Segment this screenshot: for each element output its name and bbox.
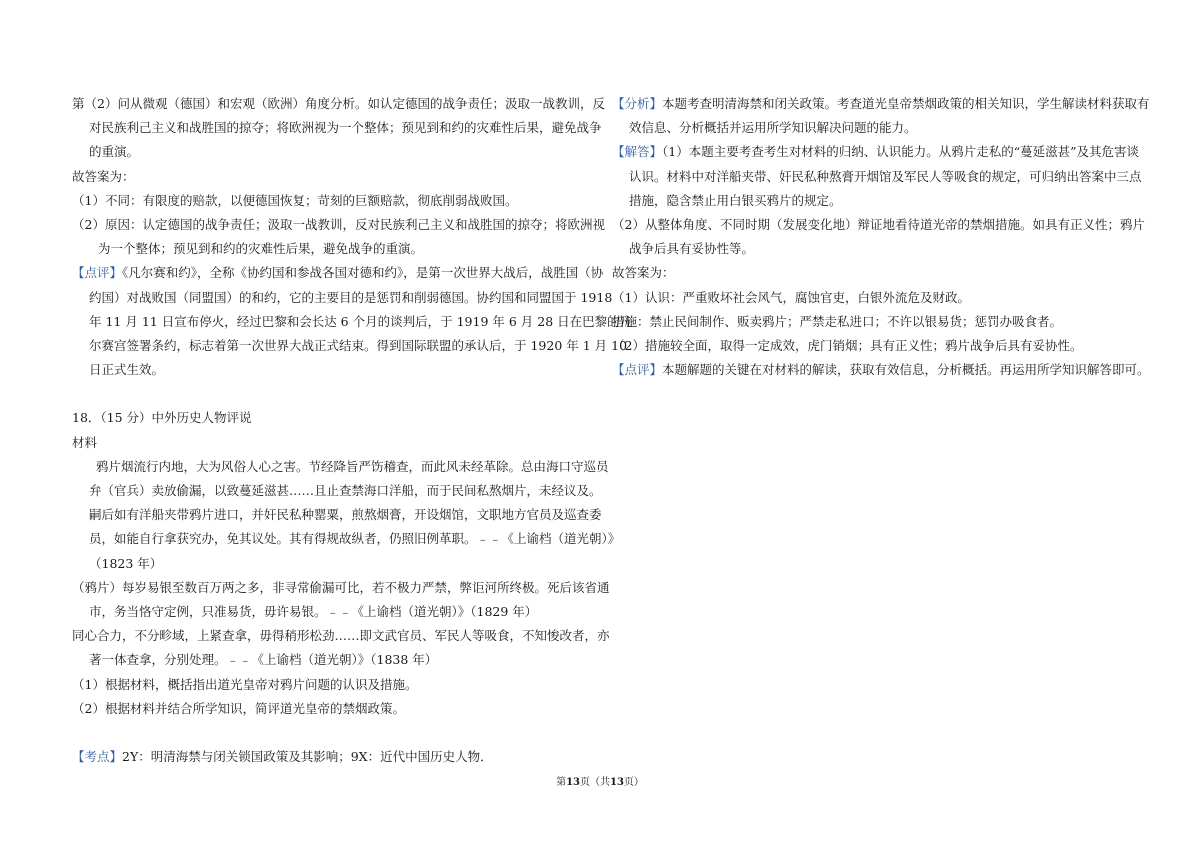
material-2-line: （鸦片）每岁易银至数百万两之多，非寻常偷漏可比，若不极力严禁，弊讵河所终极。死后该省通 — [72, 579, 610, 595]
material-label: 材料 — [72, 434, 98, 450]
question-18-title: 18．（15 分）中外历史人物评说 — [72, 410, 252, 426]
material-1-line: （1823 年） — [89, 555, 163, 571]
material-1-line: 鸦片烟流行内地，大为风俗人心之害。节经降旨严饬稽查，而此风未经革除。总由海口守巡员 — [96, 458, 609, 474]
q2-analysis-line: 第（2）问从微观（德国）和宏观（欧洲）角度分析。如认定德国的战争责任；汲取一战教训，反 — [72, 96, 605, 111]
analysis-line: 【分析】本题考查明清海禁和闭关政策。考查道光皇帝禁烟政策的相关知识，学生解读材料获取有 — [612, 96, 1150, 111]
solution-line: 措施，隐含禁止用白银买鸦片的规定。 — [629, 192, 842, 208]
comment-line: 【点评】本题解题的关键在对材料的解读，获取有效信息，分析概括。再运用所学知识解答即可。 — [612, 362, 1150, 378]
analysis-line: 效信息、分析概括并运用所学知识解决问题的能力。 — [629, 120, 917, 136]
kaodian-tag: 【考点】 — [72, 749, 123, 765]
answer-2-line: （2）原因：认定德国的战争责任；汲取一战教训，反对民族利己主义和战胜国的掠夺；将欧洲视 — [72, 217, 605, 233]
q2-analysis-line: 的重演。 — [89, 144, 140, 160]
answer-1-recognition: （1）认识：严重败坏社会风气，腐蚀官吏，白银外流危及财政。 — [612, 289, 970, 305]
answer-2-line: 为一个整体；预见到和约的灾难性后果，避免战争的重演。 — [98, 241, 424, 257]
material-2-line: 市，务当恪守定例，只准易货，毋许易银。﹣﹣《上谕档（道光朝）》（1829 年） — [89, 604, 538, 620]
material-3-line: 著一体查拿，分别处理。﹣﹣《上谕档（道光朝）》（1838 年） — [89, 652, 438, 668]
material-1-line: 嗣后如有洋船夹带鸦片进口，并奸民私种罂粟，煎熬烟膏，开设烟馆，文职地方官员及巡查委 — [89, 507, 602, 523]
page-number: 13 — [566, 777, 580, 788]
answer-heading: 故答案为： — [72, 168, 135, 184]
answer-heading: 故答案为： — [612, 265, 675, 281]
comment-tag: 【点评】 — [612, 362, 663, 378]
sub-question-2: （2）根据材料并结合所学知识，简评道光皇帝的禁烟政策。 — [72, 700, 405, 716]
page-footer: 第13页（共13页） — [556, 777, 644, 788]
q2-analysis-line: 对民族利己主义和战胜国的掠夺；将欧洲视为一个整体；预见到和约的灾难性后果，避免战争 — [89, 120, 602, 136]
comment-line: 约国）对战败国（同盟国）的和约，它的主要目的是惩罚和削弱德国。协约国和同盟国于 1918 — [89, 289, 613, 305]
kaodian-line: 【考点】2Y：明清海禁与闭关锁国政策及其影响；9X：近代中国历史人物． — [72, 749, 493, 765]
analysis-tag: 【分析】 — [612, 96, 663, 111]
comment-line: 日正式生效。 — [89, 362, 165, 378]
page-total: 13 — [610, 777, 624, 788]
solution-line: 认识。材料中对洋船夹带、奸民私种熬膏开烟馆及军民人等吸食的规定，可归纳出答案中三点 — [629, 168, 1142, 184]
comment-line: 年 11 月 11 日宣布停火，经过巴黎和会长达 6 个月的谈判后，于 1919 年 6 月 28 日在巴黎的凡 — [89, 313, 633, 329]
answer-1-measures: 措施：禁止民间制作、贩卖鸦片；严禁走私进口；不许以银易货；惩罚办吸食者。 — [612, 313, 1063, 329]
material-1-line: 员，如能自行拿获究办，免其议处。其有得规故纵者，仍照旧例革职。﹣﹣《上谕档（道光朝）》 — [89, 531, 621, 547]
material-1-line: 弁（官兵）卖放偷漏，以致蔓延滋甚……且止查禁海口洋船，而于民间私熬烟片，未经议及。 — [89, 483, 602, 499]
answer-1: （1）不同：有限度的赔款，以便德国恢复；苛刻的巨额赔款，彻底削弱战败国。 — [72, 192, 518, 208]
solution-tag: 【解答】 — [612, 144, 663, 160]
sub-question-1: （1）根据材料，概括指出道光皇帝对鸦片问题的认识及措施。 — [72, 676, 418, 692]
comment-tag: 【点评】 — [72, 265, 123, 281]
solution-line: 【解答】（1）本题主要考查考生对材料的归纳、认识能力。从鸦片走私的“蔓延滋甚”及其危害谈 — [612, 144, 1140, 160]
right-column — [612, 92, 1150, 382]
answer-2: （2）措施较全面，取得一定成效，虎门销烟；具有正义性；鸦片战争后具有妥协性。 — [612, 338, 1083, 354]
material-3-line: 同心合力，不分畛域，上紧查拿，毋得稍形松劲……即文武官员、军民人等吸食，不知悛改者，亦 — [72, 628, 610, 644]
solution-2-line: （2）从整体角度、不同时期（发展变化地）辩证地看待道光帝的禁烟措施。如具有正义性；鸦片 — [612, 217, 1145, 233]
comment-line: 【点评】《凡尔赛和约》，全称《协约国和参战各国对德和约》，是第一次世界大战后，战胜国（协 — [72, 265, 604, 281]
comment-line: 尔赛宫签署条约，标志着第一次世界大战正式结束。得到国际联盟的承认后，于 1920 年 1 月 10 — [89, 338, 628, 354]
solution-2-line: 战争后具有妥协性等。 — [629, 241, 755, 257]
left-column — [72, 92, 633, 769]
